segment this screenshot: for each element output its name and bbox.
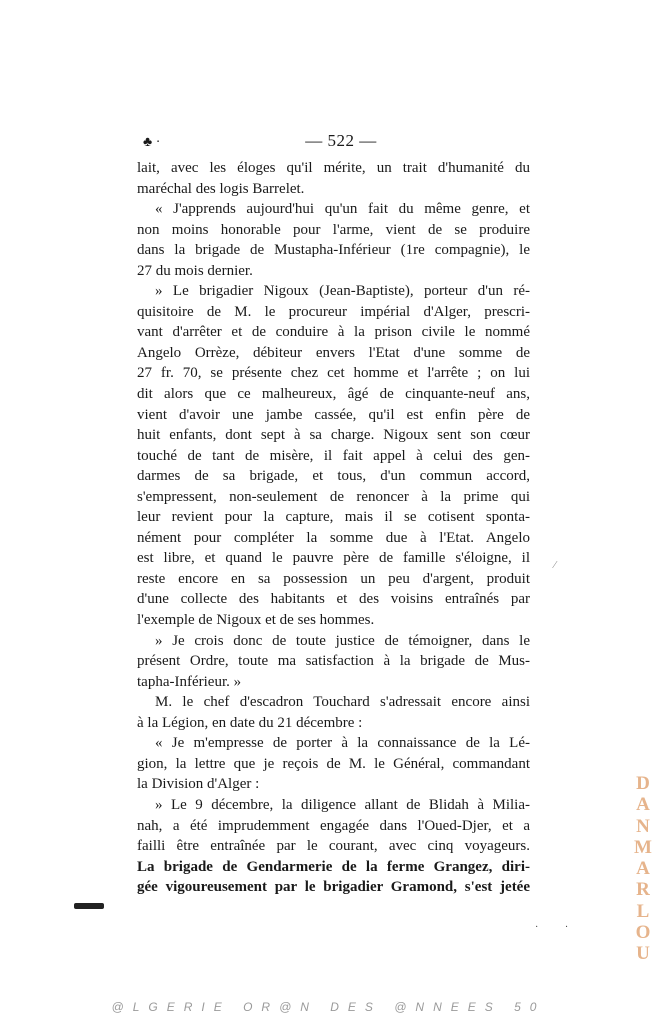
text-line: non moins honorable pour l'arme, vient de se produire [137, 221, 530, 238]
text-line: leur revient pour la capture, mais il se cotisent sponta- [137, 509, 530, 526]
watermark-letter: L [636, 900, 650, 922]
page-number: — 522 — [305, 131, 377, 150]
text-line: présent Ordre, toute ma satisfaction à la brigade de Mus- [137, 653, 530, 670]
body-text [137, 158, 530, 898]
text-line: nément pour compléter la somme due à l'Etat. Angelo [137, 529, 530, 546]
text-line: darmes de sa brigade, et tous, d'un commun accord, [137, 468, 530, 485]
text-line: « Je m'empresse de porter à la connaissance de la Lé- [155, 735, 530, 752]
watermark-letter: A [636, 858, 650, 880]
stray-dots: · · [535, 922, 581, 933]
text-line: quisitoire de M. le procureur impérial d'Alger, prescri- [137, 303, 530, 320]
text-line: est libre, et quand le pauvre père de famille s'éloigne, il [137, 550, 530, 567]
text-line: La brigade de Gendarmerie de la ferme Grangez, diri- [137, 858, 530, 875]
text-line: » Le brigadier Nigoux (Jean-Baptiste), porteur d'un ré- [155, 283, 530, 300]
text-line: maréchal des logis Barrelet. [137, 180, 305, 197]
text-line: d'une collecte des habitants et des voisins entraînés par [137, 591, 530, 608]
text-line: gée vigoureusement par le brigadier Gramond, s'est jetée [137, 879, 530, 896]
text-line: gion, la lettre que je reçois de M. le Général, commandant [137, 755, 530, 772]
text-line: huit enfants, dont sept à sa charge. Nigoux sent son cœur [137, 427, 530, 444]
page-ornament: ♣ · [143, 135, 161, 150]
watermark-letter: A [636, 794, 650, 816]
text-line: » Je crois donc de toute justice de témoigner, dans le [155, 632, 530, 649]
watermark-letter: N [636, 815, 650, 837]
text-line: lait, avec les éloges qu'il mérite, un trait d'humanité du [137, 160, 530, 176]
text-line: vant d'arrêter et de conduire à la prison civile le nommé [137, 324, 530, 341]
text-line: reste encore en sa possession un peu d'argent, produit [137, 570, 530, 587]
text-line: failli être entraînée par le courant, avec cinq voyageurs. [137, 838, 530, 855]
text-line: tapha-Inférieur. » [137, 673, 242, 690]
margin-mark: ⁄ [554, 560, 556, 571]
text-line: 27 fr. 70, se présente chez cet homme et l'arrête ; on lui [137, 365, 530, 382]
text-line: « J'apprends aujourd'hui qu'un fait du même genre, et [155, 201, 530, 218]
text-line: Angelo Orrèze, débiteur envers l'Etat d'une somme de [137, 344, 530, 361]
watermark-letter: D [636, 773, 650, 794]
text-line: dans la brigade de Mustapha-Inférieur (1re compagnie), le [137, 242, 530, 259]
text-line: dit alors que ce malheureux, âgé de cinquante-neuf ans, [137, 386, 530, 403]
watermark-letter: R [636, 879, 650, 901]
text-line: touché de tant de misère, il fait appel à celui des gen- [137, 447, 530, 464]
text-line: » Le 9 décembre, la diligence allant de Blidah à Milia- [155, 796, 530, 813]
text-line: la Division d'Alger : [137, 776, 260, 793]
text-line: M. le chef d'escadron Touchard s'adressait encore ainsi [155, 694, 530, 711]
text-line: vient d'avoir une jambe cassée, qu'il est enfin père de [137, 406, 530, 423]
watermark-letter: O [635, 922, 651, 944]
text-line: s'empressent, non-seulement de renoncer à la prime qui [137, 488, 530, 505]
watermark-letter: U [636, 943, 650, 965]
text-line: 27 du mois dernier. [137, 262, 253, 279]
footer-watermark: @LGERIE OR@N DES @NNEES 50 [111, 1000, 546, 1014]
text-line: à la Légion, en date du 21 décembre : [137, 714, 363, 731]
text-line: l'exemple de Nigoux et de ses hommes. [137, 612, 375, 629]
vertical-watermark [632, 773, 654, 965]
watermark-letter: M [634, 836, 652, 858]
text-line: nah, a été imprudemment engagée dans l'Oued-Djer, et a [137, 817, 530, 834]
ink-smudge [74, 903, 104, 909]
